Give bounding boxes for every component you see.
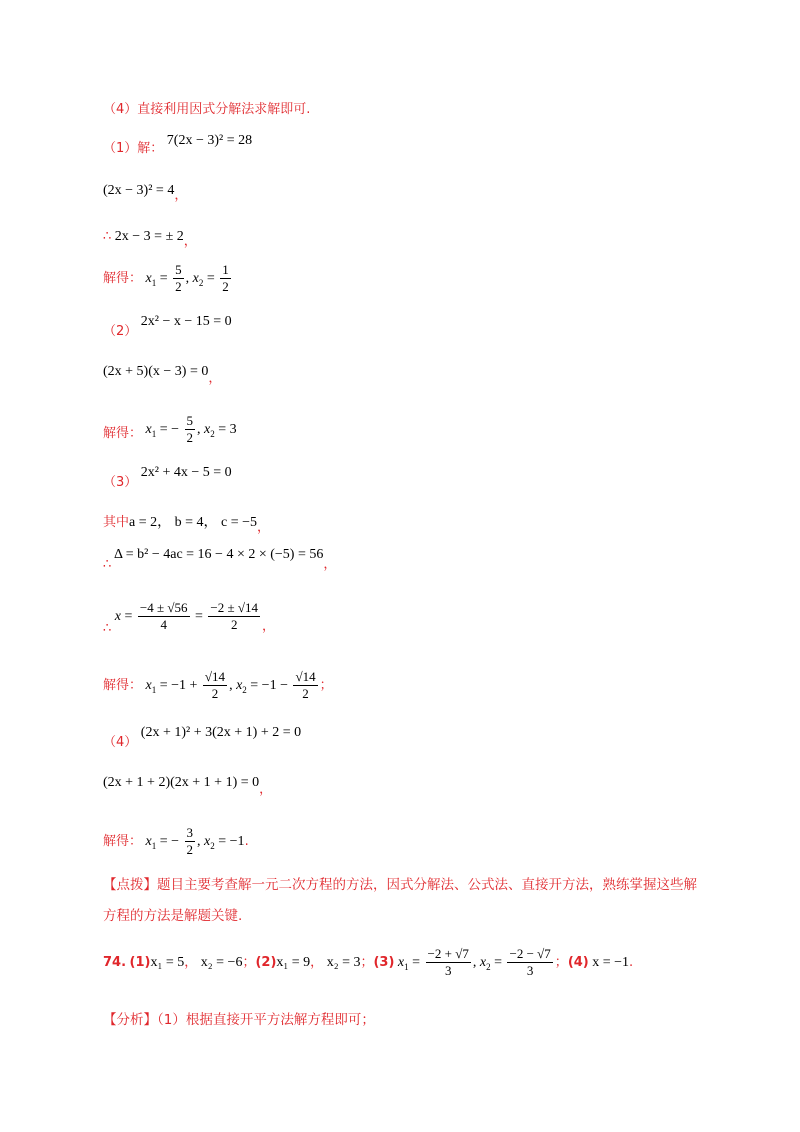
part1-equation-line <box>103 132 253 156</box>
part4-solution-label: 解得： <box>103 834 143 849</box>
q74-number: 74. <box>103 955 127 970</box>
part3-formula-line: ∴ x = $\frac{-4 \pm √56}{4}$ = $\frac{-2 \pm √14}{2}$ ， <box>103 600 276 636</box>
part4-step1-line: (2x + 1 + 2)(2x + 1 + 1) = 0， <box>103 775 273 797</box>
part1-step1-line: (2x − 3)² = 4， <box>103 183 188 203</box>
q74-x1-fraction: $\frac{-2 + √7}{3}$ <box>427 946 469 979</box>
part3-equation: 2x² + 4x − 5 = 0 <box>140 465 232 480</box>
part1-x1-fraction: $\frac{5}{2}$ <box>175 262 182 295</box>
part4-step1: (2x + 1 + 2)(2x + 1 + 1) = 0 <box>103 775 260 790</box>
part3-solution-line: 解得： $x_1 = -1$ + $\frac{√14}{2}$ , $x_2 = -1$ − $\frac{√14}{2}$ ； <box>103 669 333 702</box>
part3-label: （3） <box>103 475 138 490</box>
part2-solution-label: 解得： <box>103 426 143 441</box>
part1-label: （1）解： <box>103 141 164 156</box>
part1-step2-line: ∴ 2x − 3 = ± 2， <box>103 229 197 249</box>
part4-equation-line <box>103 724 302 750</box>
part2-equation-line <box>103 313 232 339</box>
part1-solution-label: 解得： <box>103 271 143 286</box>
q74-x2-fraction: $\frac{-2 - √7}{3}$ <box>509 946 551 979</box>
part1-equation: 7(2x − 3)² = 28 <box>166 133 253 148</box>
part3-coefficients: a = 2， b = 4， c = −5 <box>129 515 258 530</box>
part3-discriminant: Δ = b² − 4ac = 16 − 4 × 2 × (−5) = 56 <box>114 547 324 562</box>
note-line-2: 方程的方法是解题关键. <box>103 908 243 924</box>
part1-step2: 2x − 3 = ± 2 <box>114 229 184 244</box>
part3-x1-fraction: $\frac{√14}{2}$ <box>204 669 226 702</box>
part4-equation: (2x + 1)² + 3(2x + 1) + 2 = 0 <box>140 725 302 740</box>
part3-equation-line <box>103 464 232 490</box>
part3-solution-label: 解得： <box>103 678 143 693</box>
part4-solution-line: 解得： $x_1$ = − $\frac{3}{2}$ , $x_2 = -1$. <box>103 825 249 858</box>
part1-solution-line: 解得： $x_1$ = $\frac{5}{2}$ , $x_2$ = $\frac{1}{2}$ <box>103 262 229 295</box>
part3-formula-fraction-1: $\frac{-4 \pm √56}{4}$ <box>139 600 188 633</box>
intro-text: （4）直接利用因式分解法求解即可. <box>103 102 311 117</box>
part3-discriminant-line: ∴ Δ = b² − 4ac = 16 − 4 × 2 × (−5) = 56， <box>103 547 337 572</box>
part3-formula-fraction-2: $\frac{-2 \pm √14}{2}$ <box>210 600 259 633</box>
part1-x2-fraction: $\frac{1}{2}$ <box>222 262 229 295</box>
part4-label: （4） <box>103 735 138 750</box>
part4-x1-fraction: $\frac{3}{2}$ <box>186 825 194 858</box>
part2-x1-fraction: $\frac{5}{2}$ <box>186 413 194 446</box>
q74-answer-line: 74. (1)x₁ = 5， x₂ = −6；(2)x₁ = 9， x₂ = 3；(3) $x_1$ = $\frac{-2 + √7}{3}$ , $x_2$ = $\frac{-2 - √7}{3}$ ；(4) x = −1. <box>103 946 634 979</box>
part2-step1-line: (2x + 5)(x − 3) = 0， <box>103 364 222 386</box>
note-line-1: 【点拨】题目主要考查解一元二次方程的方法，因式分解法、公式法、直接开方法，熟练掌握这些解 <box>103 877 697 893</box>
part2-equation: 2x² − x − 15 = 0 <box>140 314 232 329</box>
part2-step1: (2x + 5)(x − 3) = 0 <box>103 364 209 379</box>
part2-label: （2） <box>103 324 138 339</box>
part1-step1: (2x − 3)² = 4 <box>103 183 175 198</box>
part3-x2-fraction: $\frac{√14}{2}$ <box>295 669 316 702</box>
analysis-text: 【分析】（1）根据直接开平方法解方程即可； <box>103 1012 375 1028</box>
part3-coefficients-line: 其中a = 2， b = 4， c = −5， <box>103 515 271 535</box>
part2-solution-line: 解得： $x_1$ = − $\frac{5}{2}$ , $x_2 = 3$ <box>103 413 237 446</box>
